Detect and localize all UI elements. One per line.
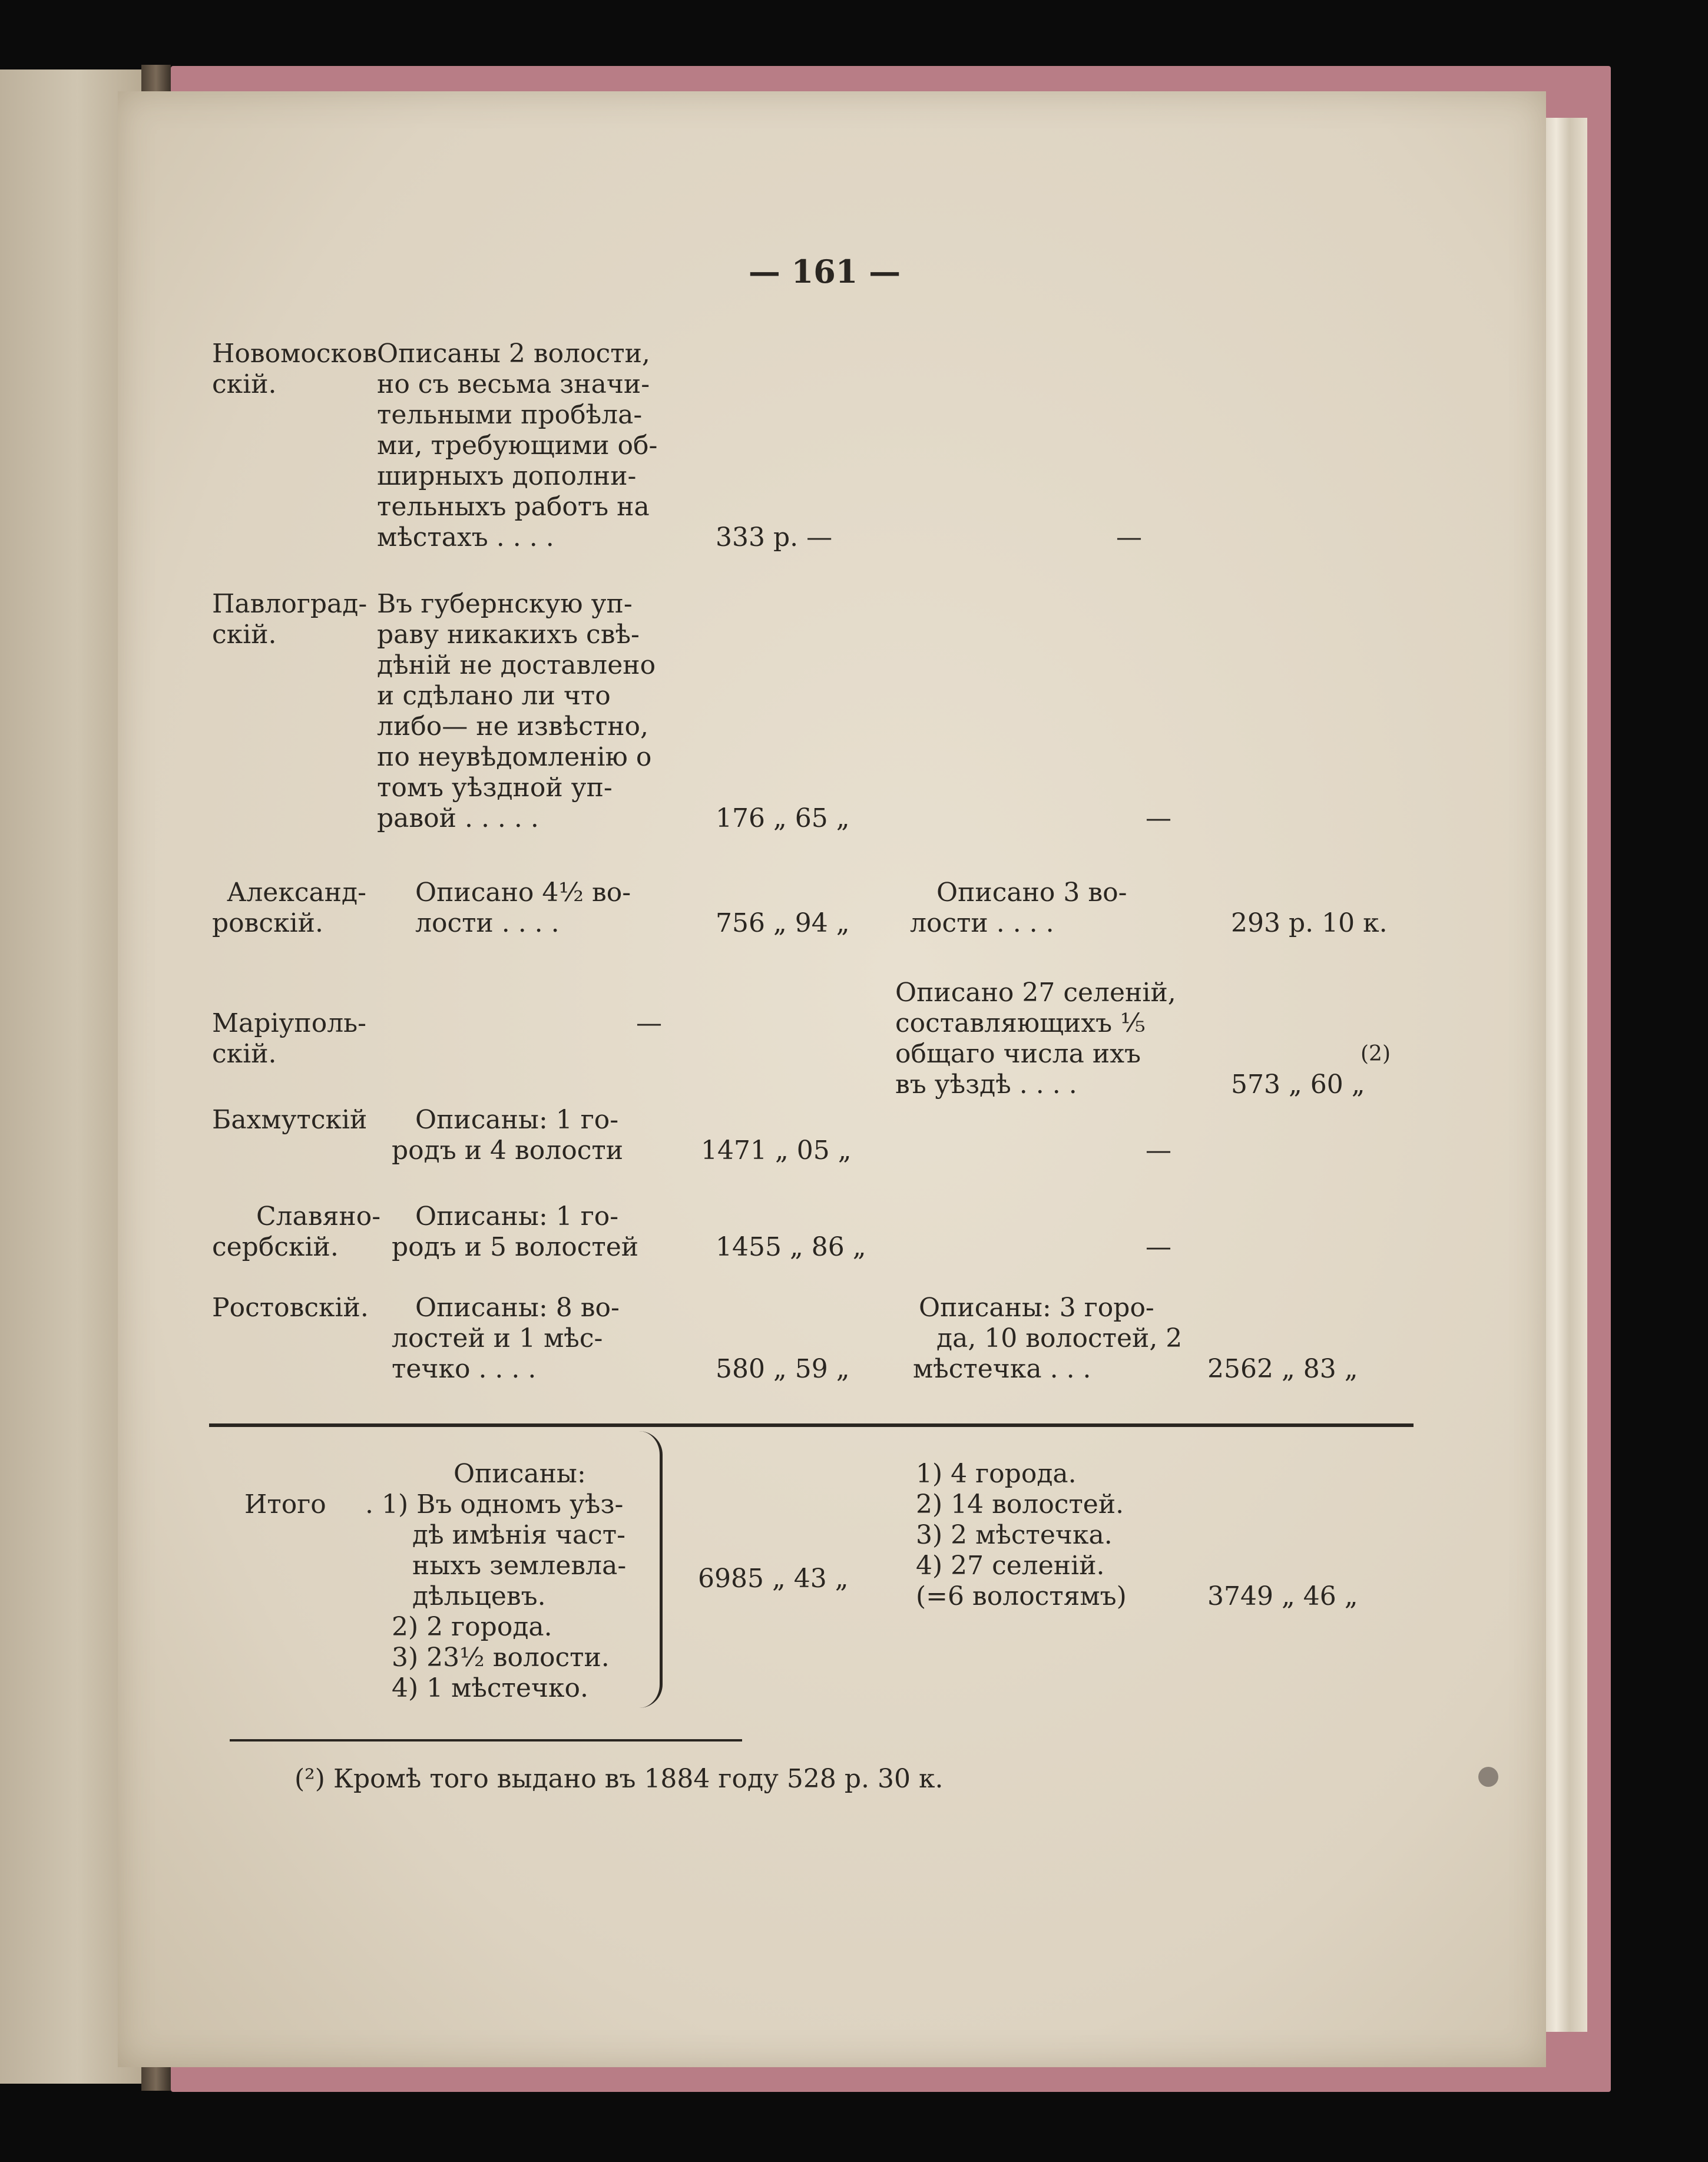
total-extra-amount: 3749 „ 46 „: [1207, 1581, 1358, 1611]
district-name-line: Новомосков: [212, 339, 378, 369]
description-line: либо— не извѣстно,: [377, 711, 649, 741]
district-name-line: скій.: [212, 369, 277, 399]
total-extra-description-line: 1) 4 города.: [916, 1459, 1077, 1489]
description-line: равой . . . . .: [377, 803, 539, 833]
extra-amount: 293 р. 10 к.: [1231, 908, 1388, 938]
description-line: —: [636, 1008, 662, 1038]
description-line: тельныхъ работъ на: [377, 492, 650, 522]
description-line: дѣній не доставлено: [377, 650, 656, 680]
amount: 1471 „ 05 „: [701, 1135, 852, 1166]
total-description-line: дѣ имѣнія част-: [412, 1520, 626, 1550]
brace-bracket: [636, 1431, 663, 1708]
total-description-line: Описаны:: [454, 1459, 586, 1489]
extra-description-line: Описано 27 селеній,: [895, 978, 1176, 1008]
total-extra-description-line: 4) 27 селеній.: [916, 1551, 1105, 1581]
district-name-line: Бахмутскій: [212, 1105, 368, 1135]
amount: 1455 „ 86 „: [716, 1232, 866, 1262]
district-name-line: ровскій.: [212, 908, 323, 938]
page-block-edge: [1543, 118, 1587, 2032]
total-extra-description-line: (=6 волостямъ): [916, 1581, 1127, 1611]
description-line: и сдѣлано ли что: [377, 681, 611, 711]
description-line: томъ уѣздной уп-: [377, 773, 613, 803]
total-extra-description-line: 3) 2 мѣстечка.: [916, 1520, 1113, 1550]
description-line: Описаны 2 волости,: [377, 339, 650, 369]
district-name-line: Ростовскій.: [212, 1293, 369, 1323]
total-description-line: . 1) Въ одномъ уѣз-: [365, 1489, 624, 1519]
extra-amount: 573 „ 60 „: [1231, 1070, 1365, 1100]
description-line: родъ и 5 волостей: [392, 1232, 639, 1262]
total-amount: 6985 „ 43 „: [698, 1564, 849, 1594]
divider-rule: [209, 1423, 1414, 1427]
description-line: Описано 4½ во-: [415, 878, 631, 908]
description-line: Описаны: 1 го-: [415, 1201, 619, 1231]
footnote-mark: (2): [1361, 1042, 1391, 1066]
amount: 333 р. —: [716, 522, 833, 552]
description-line: раву никакихъ свѣ-: [377, 620, 640, 650]
extra-amount: 2562 „ 83 „: [1207, 1354, 1358, 1384]
description-line: ширныхъ дополни-: [377, 461, 637, 491]
district-name-line: сербскій.: [212, 1232, 339, 1262]
page-spot: [1478, 1767, 1498, 1787]
amount: 580 „ 59 „: [716, 1354, 850, 1384]
district-name-line: Маріуполь-: [212, 1008, 367, 1038]
extra-description-line: лости . . . .: [910, 908, 1054, 938]
district-name-line: Александ-: [227, 878, 366, 908]
page-number: — 161 —: [748, 253, 901, 290]
total-description-line: 2) 2 города.: [392, 1612, 552, 1642]
total-description-line: дѣльцевъ.: [412, 1581, 546, 1611]
district-name-line: Славяно-: [256, 1201, 381, 1231]
footnote: (²) Кромѣ того выдано въ 1884 году 528 р. 30 к.: [294, 1764, 944, 1794]
total-label: Итого: [244, 1489, 326, 1519]
total-extra-description-line: 2) 14 волостей.: [916, 1489, 1124, 1519]
description-line: мѣстахъ . . . .: [377, 522, 554, 552]
total-description-line: 4) 1 мѣстечко.: [392, 1673, 588, 1703]
description-line: течко . . . .: [392, 1354, 537, 1384]
total-description-line: ныхъ землевла-: [412, 1551, 627, 1581]
description-line: Описаны: 1 го-: [415, 1105, 619, 1135]
total-description-line: 3) 23½ волости.: [392, 1643, 610, 1673]
extra-description-line: мѣстечка . . .: [913, 1354, 1091, 1384]
extra-amount: —: [1146, 1135, 1171, 1166]
extra-description-line: да, 10 волостей, 2: [936, 1323, 1183, 1353]
book-page: [118, 91, 1546, 2067]
description-line: родъ и 4 волости: [392, 1135, 624, 1166]
district-name-line: скій.: [212, 620, 277, 650]
description-line: по неувѣдомленію о: [377, 742, 652, 772]
extra-description-line: въ уѣздѣ . . . .: [895, 1070, 1077, 1100]
description-line: Описаны: 8 во-: [415, 1293, 620, 1323]
extra-amount: —: [1116, 522, 1142, 552]
extra-description-line: общаго числа ихъ: [895, 1039, 1141, 1069]
amount: 756 „ 94 „: [716, 908, 850, 938]
extra-description-line: Описаны: 3 горо-: [919, 1293, 1154, 1323]
extra-description-line: составляющихъ ⅕: [895, 1008, 1146, 1038]
description-line: лости . . . .: [415, 908, 560, 938]
extra-description-line: Описано 3 во-: [936, 878, 1127, 908]
footnote-rule: [230, 1739, 742, 1741]
district-name-line: Павлоград-: [212, 589, 368, 619]
description-line: лостей и 1 мѣс-: [392, 1323, 603, 1353]
description-line: тельными пробѣла-: [377, 400, 643, 430]
extra-amount: —: [1146, 1232, 1171, 1262]
amount: 176 „ 65 „: [716, 803, 850, 833]
district-name-line: скій.: [212, 1039, 277, 1069]
description-line: но съ весьма значи-: [377, 369, 650, 399]
description-line: Въ губернскую уп-: [377, 589, 633, 619]
extra-amount: —: [1146, 803, 1171, 833]
description-line: ми, требующими об-: [377, 431, 658, 461]
